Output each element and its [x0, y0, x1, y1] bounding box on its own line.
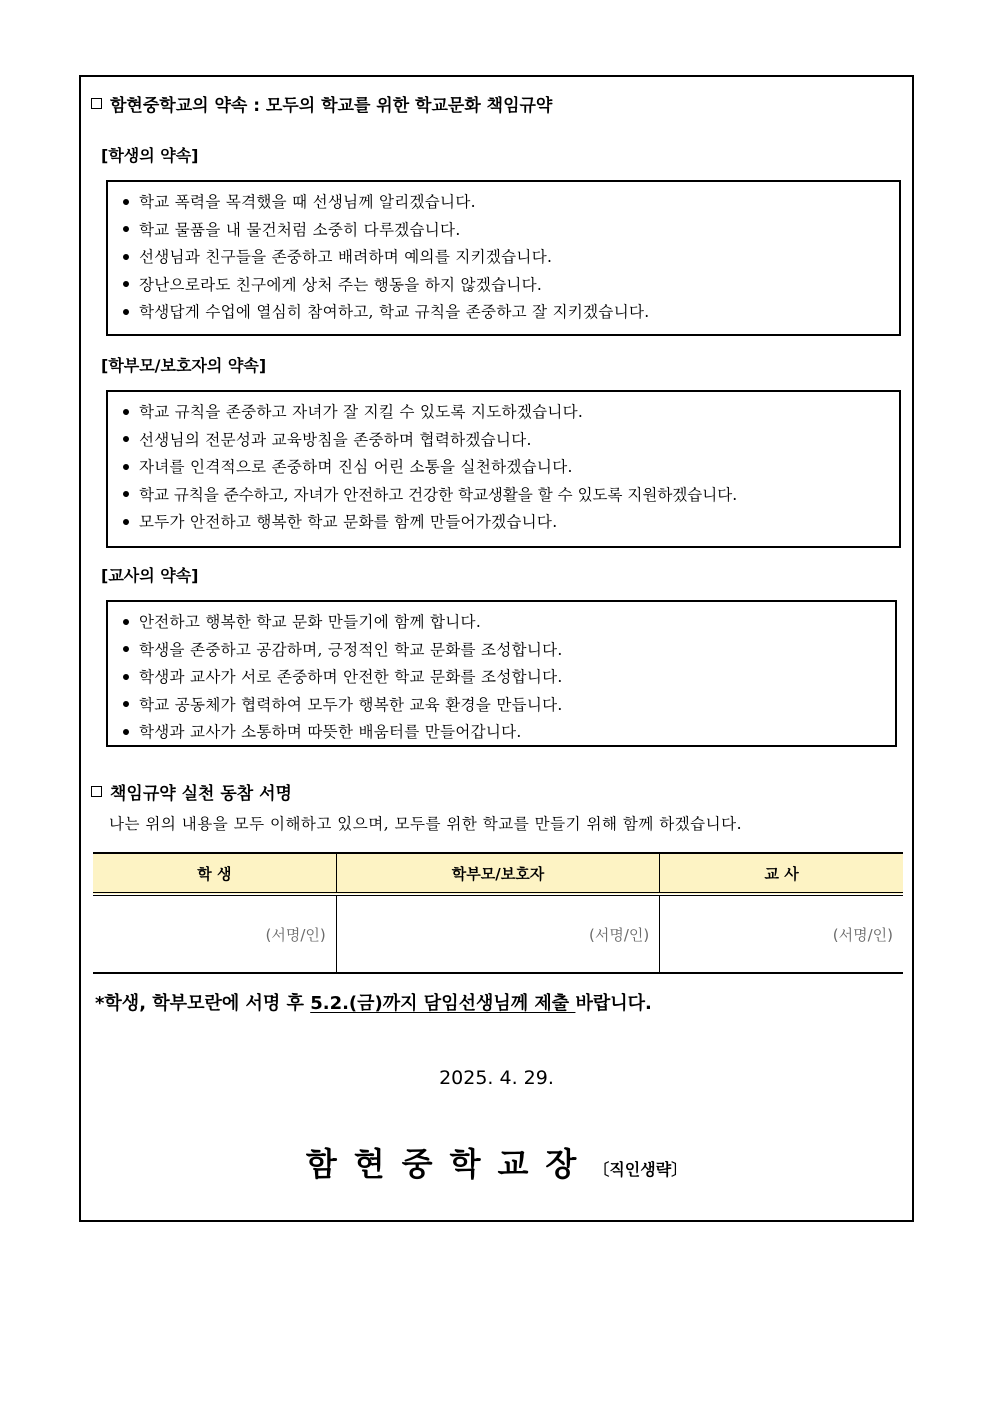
seal-omitted-note: 〔직인생략〕: [593, 1160, 688, 1179]
signature-field-student[interactable]: (서명/인): [93, 894, 336, 973]
list-item: 선생님의 전문성과 교육방침을 존중하며 협력하겠습니다.: [120, 427, 899, 455]
students-pledge-box: [106, 180, 901, 336]
bullet-icon: [123, 619, 129, 625]
list-item: 학생과 교사가 서로 존중하며 안전한 학교 문화를 조성합니다.: [120, 664, 895, 692]
list-item: 모두가 안전하고 행복한 학교 문화를 함께 만들어가겠습니다.: [120, 509, 899, 537]
bullet-icon: [123, 491, 129, 497]
principal-name: 함현중학교장: [305, 1145, 594, 1183]
signature-field-parent[interactable]: (서명/인): [336, 894, 660, 973]
bullet-icon: [123, 436, 129, 442]
teachers-pledge-box: [106, 600, 897, 747]
bullet-icon: [123, 674, 129, 680]
list-item: 장난으로라도 친구에게 상처 주는 행동을 하지 않겠습니다.: [120, 272, 899, 300]
document-frame: [79, 75, 914, 1222]
document-date: 2025. 4. 29.: [439, 1067, 554, 1089]
list-item: 선생님과 친구들을 존중하고 배려하며 예의를 지키겠습니다.: [120, 244, 899, 272]
header-student: 학 생: [93, 853, 336, 894]
bullet-icon: [123, 409, 129, 415]
bullet-icon: [123, 309, 129, 315]
checkbox-square-icon: [91, 98, 102, 109]
bullet-icon: [123, 199, 129, 205]
list-item: 학교 물품을 내 물건처럼 소중히 다루겠습니다.: [120, 217, 899, 245]
bullet-icon: [123, 281, 129, 287]
signature-field-teacher[interactable]: (서명/인): [660, 894, 903, 973]
list-item: 안전하고 행복한 학교 문화 만들기에 함께 합니다.: [120, 609, 895, 637]
bullet-icon: [123, 646, 129, 652]
list-item: 학생답게 수업에 열심히 참여하고, 학교 규칙을 존중하고 잘 지키겠습니다.: [120, 299, 899, 327]
list-item: 학생과 교사가 소통하며 따뜻한 배움터를 만들어갑니다.: [120, 719, 895, 747]
header-parent: 학부모/보호자: [336, 853, 660, 894]
signature-intro-text: 나는 위의 내용을 모두 이해하고 있으며, 모두를 위한 학교를 만들기 위해 함께 하겠습니다.: [109, 815, 743, 833]
section-title-pledge: [91, 91, 552, 116]
header-teacher: 교 사: [660, 853, 903, 894]
list-item: 학교 공동체가 협력하여 모두가 행복한 교육 환경을 만듭니다.: [120, 692, 895, 720]
parents-heading: [학부모/보호자의 약속]: [101, 356, 267, 375]
checkbox-square-icon: [91, 786, 102, 797]
deadline-underlined: 5.2.(금)까지 담임선생님께 제출: [310, 993, 576, 1014]
list-item: 학교 규칙을 준수하고, 자녀가 안전하고 건강한 학교생활을 할 수 있도록 지원하겠습니다.: [120, 482, 899, 510]
submission-notice: *학생, 학부모란에 서명 후 5.2.(금)까지 담임선생님께 제출 바랍니다.: [95, 993, 652, 1014]
students-heading: [학생의 약속]: [101, 146, 199, 165]
bullet-icon: [123, 226, 129, 232]
bullet-icon: [123, 701, 129, 707]
bullet-icon: [123, 254, 129, 260]
parents-pledge-box: [106, 390, 901, 548]
signature-table: [93, 852, 903, 974]
bullet-icon: [123, 464, 129, 470]
principal-signature: [81, 1139, 912, 1185]
list-item: 학생을 존중하고 공감하며, 긍정적인 학교 문화를 조성합니다.: [120, 637, 895, 665]
bullet-icon: [123, 729, 129, 735]
bullet-icon: [123, 519, 129, 525]
list-item: 학교 폭력을 목격했을 때 선생님께 알리겠습니다.: [120, 189, 899, 217]
list-item: 학교 규칙을 존중하고 자녀가 잘 지킬 수 있도록 지도하겠습니다.: [120, 399, 899, 427]
list-item: 자녀를 인격적으로 존중하며 진심 어린 소통을 실천하겠습니다.: [120, 454, 899, 482]
teachers-heading: [교사의 약속]: [101, 566, 199, 585]
section-title-signature-text: 책임규약 실천 동참 서명: [110, 784, 292, 804]
section-title-signature: [91, 779, 292, 804]
section-title-pledge-text: 함현중학교의 약속 : 모두의 학교를 위한 학교문화 책임규약: [110, 96, 553, 116]
